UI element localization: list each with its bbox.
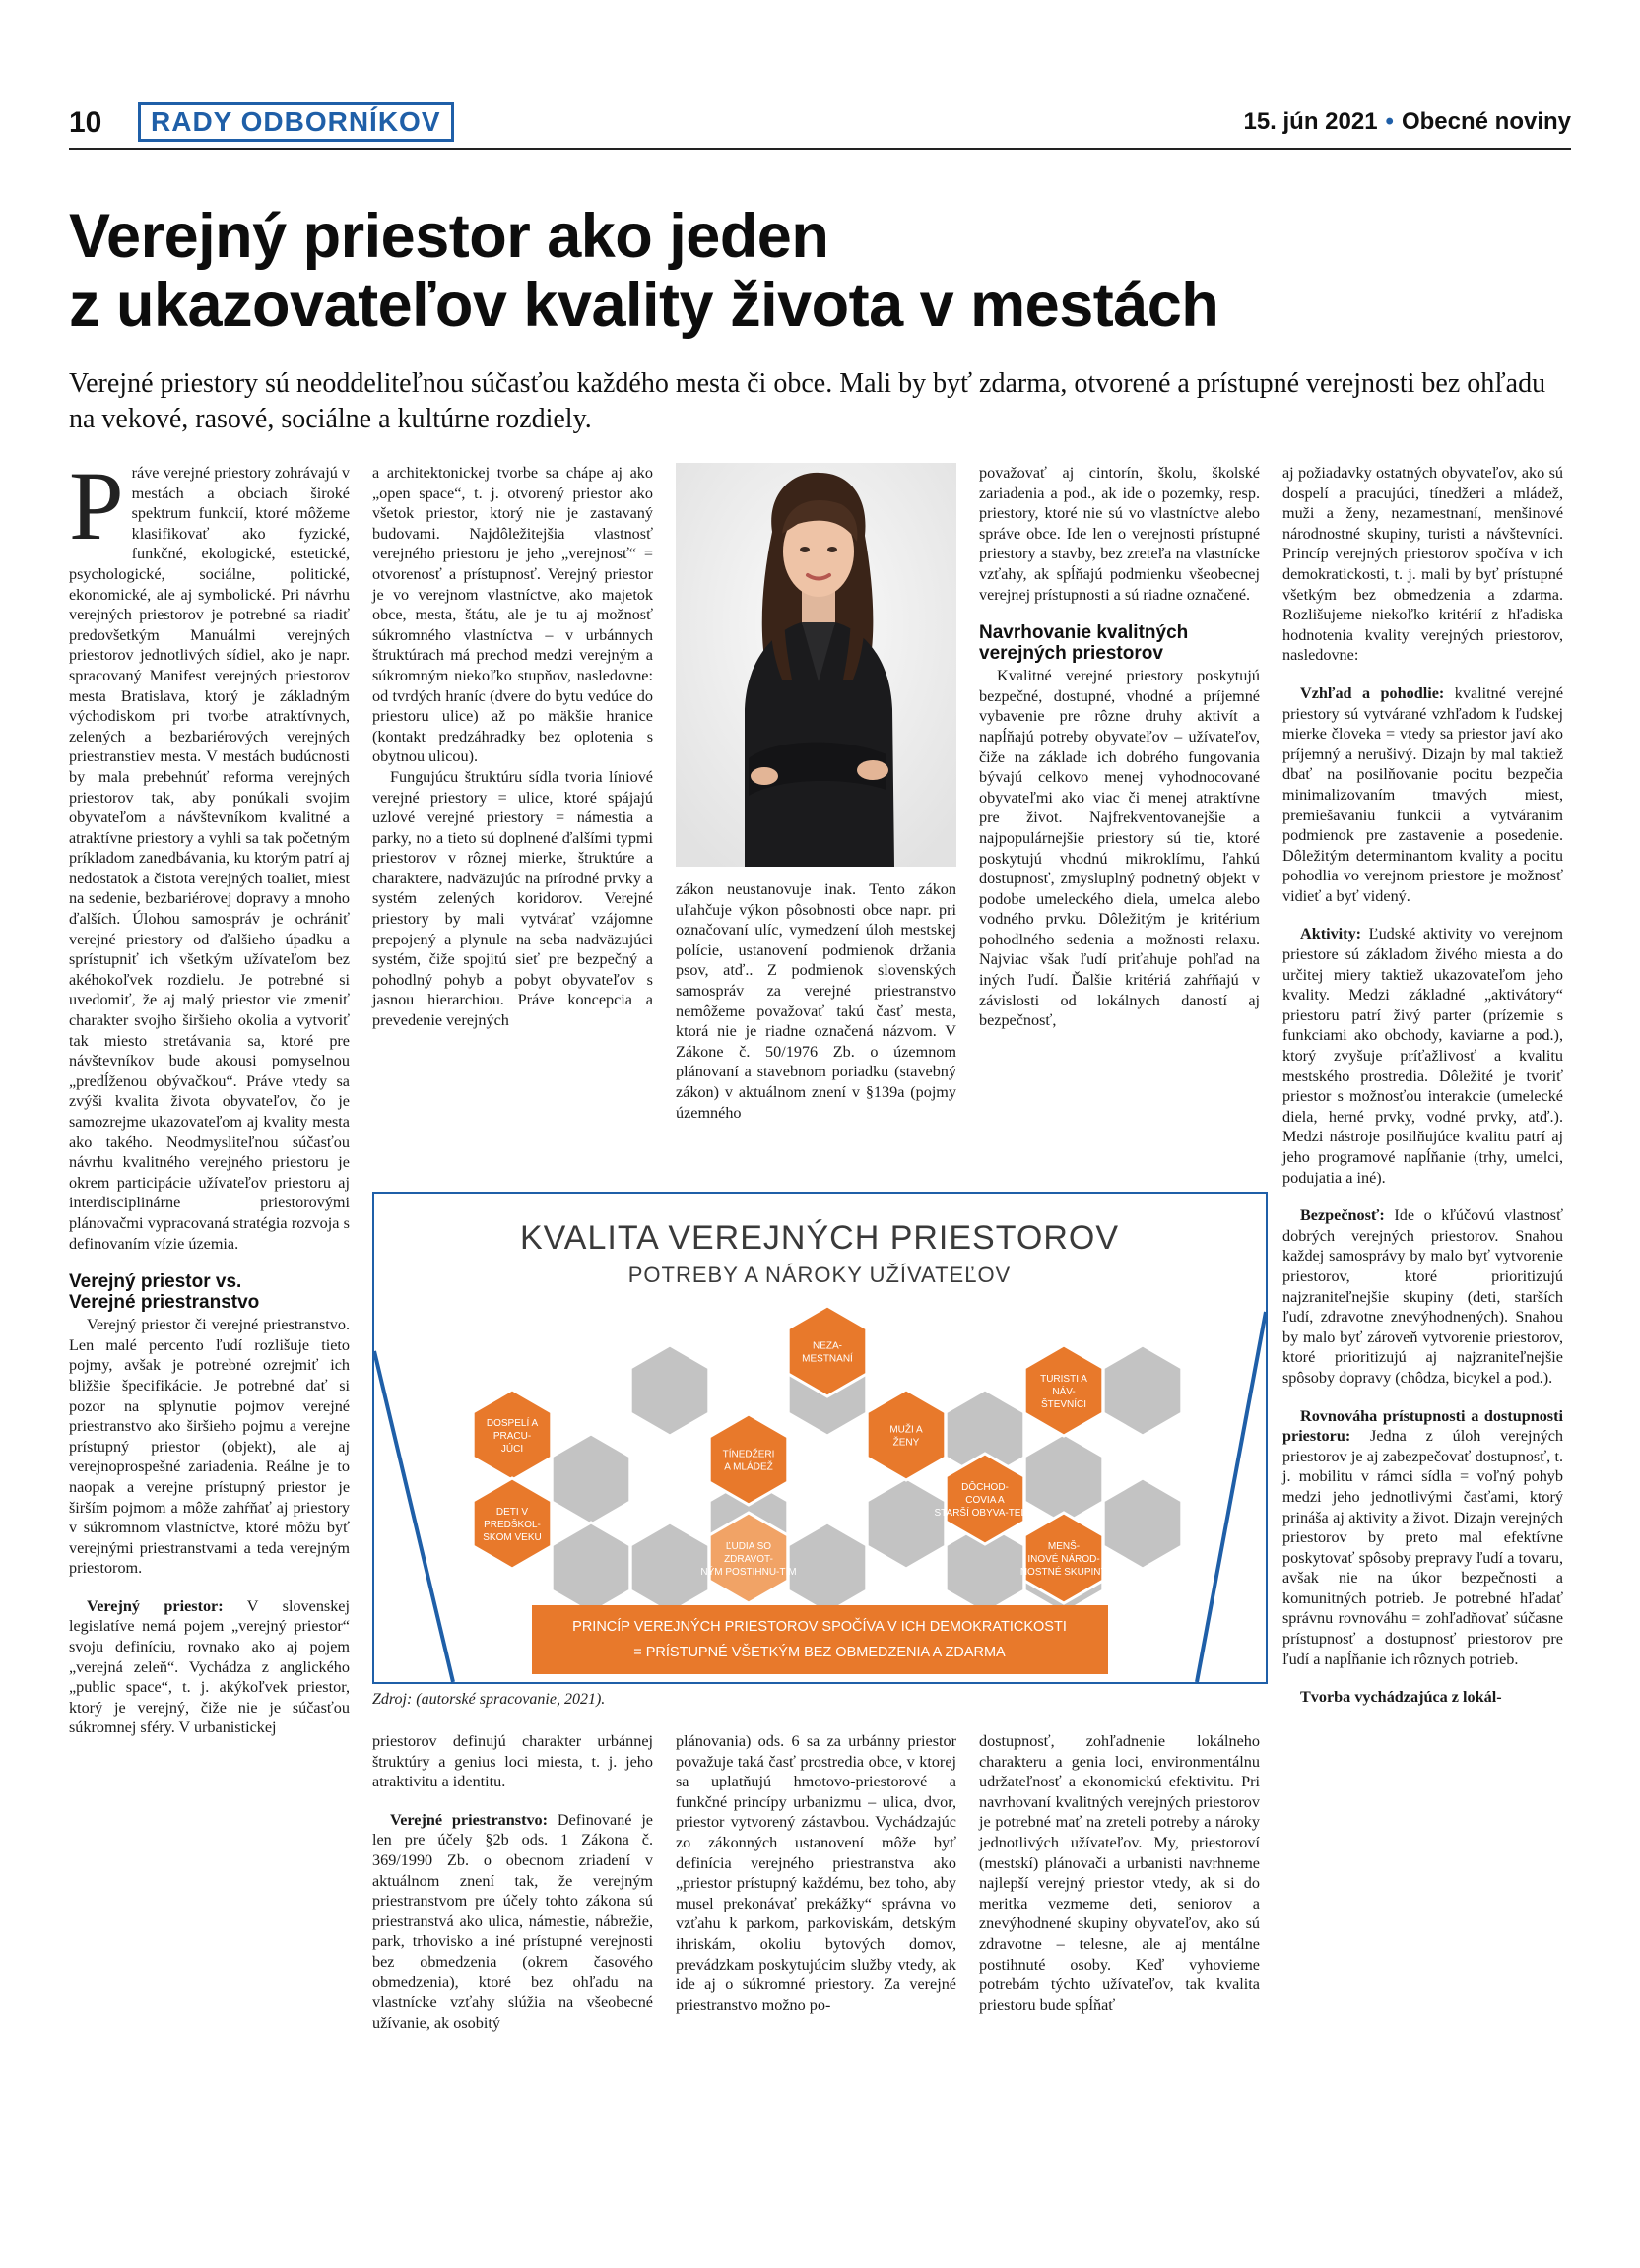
hexagon-label: ŽENY: [892, 1437, 920, 1449]
hexagon-label: NÝM POSTIHNU-TÍM: [700, 1567, 797, 1578]
paragraph: priestorov definujú charakter urbánnej štruktúry a genius loci miesta, t. j. jeho atraktivitu a identitu.: [372, 1732, 653, 1791]
page-number: 10: [69, 106, 102, 139]
accent-line-right: [1197, 1312, 1266, 1682]
header-rule: [69, 148, 1571, 150]
photo-hexagon: [630, 1523, 709, 1613]
article-column-2: [372, 463, 653, 1031]
paragraph-text: ráve verejné priestory zohrávajú v mestách a obciach široké spektrum funkcií, ktoré môžeme klasifikovať ako fyzické, funkčné, ekologické, estetické, psychologické, sociálne, politické, ekonomické, ale aj symbolické. Pri návrhu verejných priestorov je potrebné sa riadiť predovšetkým Manuálmi verejných priestorov jednotlivých sídiel, ako je napr. spracovaný Manifest verejných priestorov mesta Bratislava, ktorý je základným východiskom pri tvorbe atraktívnych, zelených a bezbariérových verejných priestranstiev mesta. V mestách budúcnosti by mala prebehnúť reforma verejných priestorov tak, aby ponúkali svojim obyvateľom a návštevníkom kvalitné a atraktívne priestory a vyhli sa tak početným príkladom zanedbávania, ku ktorým patrí aj nedostatok a čistota verejných toaliet, miest na sedenie, bezbariérovej dopravy a mnoho ďalších. Úlohou samospráv je ochrániť verejné priestory od ďalšieho úpadku a sprístupniť ich všetkým užívateľom bez akéhokoľvek rozdielu. Je potrebné si uvedomiť, že aj malý priestor vie zmeniť charakter svojho širšieho okolia a vytvoriť tak miesto stretávania sa, ktoré pre návštevníkov bude akousi pomyselnou „predĺženou obývačkou“. Práve vtedy sa zvýši kvalita života obyvateľov, čo je samozrejme ukazovateľom aj kvality mesta ako takého. Neodmysliteľnou súčasťou návrhu kvalitného verejného priestoru je okrem participácie užívateľov priestoru aj interdisciplinárne priestorovými plánovačmi vypracovaná stratégia rozvoja s definovaním vízie územia.: [69, 464, 350, 1253]
paragraph: [1282, 1687, 1563, 1708]
hexagon-label: MESTNANÍ: [802, 1353, 853, 1365]
photo-hexagon: [630, 1345, 709, 1436]
article-column-4-continued: [979, 1731, 1260, 2015]
paragraph-text: Jedna z úloh verejných priestorov je aj zabezpečovať dostupnosť, t. j. mobilitu v rámci sídla = voľný pohyb medzi jeho jednotlivými časťami, ktorý prináša aj aktivity a život. Dizajn verejných priestorov by preto mal efektívne poskytovať spôsoby prepravy ľudí a tovaru, avšak nie na úkor bezpečnosti a komunitných potrieb. Je potrebné hľadať správnu rovnováhu = zohľadňovať súčasne prístupnosť a dostupnosť priestorov pre ľudí a napĺňanie ich rôznych potrieb.: [1282, 1427, 1563, 1668]
photo-hexagon: [788, 1523, 867, 1613]
hexagon-grid: [473, 1306, 1182, 1613]
term-label: Tvorba vychádzajúca z lokál-: [1300, 1688, 1502, 1707]
term-label: Rovnováha prístupnosti a dostupnosti priestoru:: [1282, 1406, 1563, 1446]
hexagon-label: ŠTEVNÍCI: [1040, 1399, 1087, 1410]
hexagon-label: INOVÉ NÁROD-: [1027, 1554, 1100, 1565]
paragraph: [1282, 1406, 1563, 1670]
lead-paragraph: Verejné priestory sú neoddeliteľnou súčasťou každého mesta či obce. Mali by byť zdarma, otvorené a prístupné verejnosti bez ohľadu na vekové, rasové, sociálne a kultúrne rozdiely.: [69, 368, 1546, 434]
principle-banner: [532, 1605, 1108, 1674]
hex-preschool-children: [473, 1478, 552, 1569]
hexagon-label: MUŽI A: [889, 1424, 923, 1436]
hexagon-label: DÔCHOD-: [961, 1482, 1009, 1493]
header-separator: •: [1385, 108, 1394, 135]
infographic-graphic: [374, 1194, 1266, 1682]
paragraph: aj požiadavky ostatných obyvateľov, ako sú dospelí a pracujúci, tínedžeri a mládež, muži a ženy, nezamestnaní, menšinové národnostné skupiny, turisti a návštevníci. Princíp verejných priestorov spočíva v ich demokratickosti, t. j. mali by byť prístupné všetkým bez obmedzenia a zdarma. Rozlišujeme niekoľko kritérií z hľadiska hodnotenia kvality verejných priestorov, nasledovne:: [1282, 464, 1563, 665]
publication-name: Obecné noviny: [1401, 108, 1571, 135]
hex-tourists: [1024, 1345, 1103, 1436]
infographic-title: KVALITA VEREJNÝCH PRIESTOROV: [519, 1219, 1120, 1257]
paragraph-text: kvalitné verejné priestory sú vytvárané vzhľadom k ľudskej mierke človeka = vtedy sa priestor javí ako príjemný a nerušivý. Dizajn by mal taktiež dbať na posilňovanie pocitu bezpečia minimalizovaním tmavých miest, premiešavaniu funkcií a vytváraním podmienok pre zastavenie a posedenie. Dôležitým determinantom kvality a pocitu pohodlia vo verejnom priestore je možnosť vidieť a byť videný.: [1282, 683, 1563, 905]
hexagon-label: NOSTNÉ SKUPINY: [1019, 1567, 1108, 1578]
hexagon-label: PREDŠKOL-: [484, 1520, 541, 1530]
drop-cap: P: [69, 451, 124, 560]
term-label: Bezpečnosť:: [1300, 1206, 1385, 1225]
banner-line-2: = PRÍSTUPNÉ VŠETKÝM BEZ OBMEDZENIA A ZDARMA: [633, 1645, 1006, 1660]
section-label: RADY ODBORNÍKOV: [138, 102, 454, 142]
issue-date: 15. jún 2021: [1243, 108, 1378, 135]
paragraph: považovať aj cintorín, školu, školské zariadenia a pod., ak ide o pozemky, resp. priestory, ktoré nie sú vo vlastníctve alebo správe obce. Ide len o verejnosti prístupné priestory a stavby, bez zreteľa na vlastnícke vzťahy, ak spĺňajú podmienku všeobecnej verejnej prístupnosti a sú riadne označené.: [979, 464, 1260, 604]
subheading-line-1: Navrhovanie kvalitných: [979, 622, 1189, 644]
article-column-3: [676, 879, 956, 1123]
paragraph: Fungujúcu štruktúru sídla tvoria líniové verejné priestory = ulice, ktoré spájajú uzlové verejné priestory = námestia a parky, no a tieto sú doplnené ďalšími typmi priestorov v rôznej mierke, štruktúre a charaktere, nadväzujúc na prírodné prvky a systém zelených koridorov. Verejné priestory by mali vytvárať vzájomne prepojený a plynule na seba nadväzujúci systém, čiže spojitú sieť pre bezpečný a pohodlný pohyb a pobyt obyvateľov s jasnou hierarchiou. Práve koncepcia a prevedenie verejných: [372, 767, 653, 1030]
hexagon-label: NEZA-: [813, 1340, 842, 1352]
author-photo: [676, 463, 956, 867]
figure-caption: Zdroj: (autorské spracovanie, 2021).: [372, 1691, 606, 1708]
term-label: Verejný priestor:: [87, 1596, 224, 1615]
hexagon-label: DETI V: [495, 1507, 529, 1518]
paragraph: [1282, 924, 1563, 1188]
paragraph-text: Definované je len pre účely §2b ods. 1 Zákona č. 369/1990 Zb. o obecnom zriadení v aktuálnom znení tak, že verejným priestranstvom pre účely tohto zákona sú priestranstvá ako ulica, námestie, nábrežie, park, trhovisko a iné prístupné verejnosti bez obmedzenia (okrem časového obmedzenia), ktoré bez ohľadu na vlastnícke vzťahy slúžia na všeobecné užívanie, ak osobitý: [372, 1810, 653, 2032]
term-label: Verejné priestranstvo:: [390, 1810, 549, 1829]
subheading: [69, 1271, 350, 1313]
paragraph: [372, 1810, 653, 2034]
paragraph: zákon neustanovuje inak. Tento zákon uľahčuje výkon pôsobnosti obce napr. pri označovaní ulíc, vymedzení úloh mestskej polície, ustanovení podmienok držania psov, atď.. Z podmienok slovenských samospráv za verejné priestranstvo nemôžeme považovať takú časť mesta, ktorá nie je riadne označená názvom. V Zákone č. 50/1976 Zb. o územnom plánovaní a stavebnom poriadku (stavebný zákon) v aktuálnom znení v §139a (pojmy územného: [676, 880, 956, 1122]
photo-hexagon: [552, 1523, 630, 1613]
hexagon-label: TURISTI A: [1040, 1374, 1087, 1385]
hexagon-label: ZDRAVOT-: [724, 1554, 773, 1565]
hexagon-label: SKOM VEKU: [483, 1532, 542, 1543]
hexagon-label: DOSPELÍ A: [486, 1418, 539, 1429]
headline: [69, 202, 1566, 340]
paragraph: Kvalitné verejné priestory poskytujú bezpečné, dostupné, vhodné a príjemné vybavenie pre rôzne druhy aktivít a napĺňajú potreby obyvateľov – užívateľov, čiže na základe ich dobrého fungovania bývajú celkovo menej vyhodnocované obyvateľmi ako viac či menej atraktívne pre život. Najfrekventovanejšie a najpopulárnejšie priestory sú tie, ktoré poskytujú vhodnú mikroklímu, ľahkú dostupnosť, zmysluplný podnetný objekt v podobe umeleckého diela, umelca alebo vodného prvku. Dôležitým je kritérium pohodlného sedenia a možnosti relaxu. Najviac však ľudí priťahuje pohľad na iných ľudí. Ďalšie kritériá zahŕňajú v závislosti od lokálnych daností aj bezpečnosť,: [979, 667, 1260, 1030]
headline-line-2: z ukazovateľov kvality života v mestách: [69, 271, 1219, 340]
hex-seniors: [935, 1454, 1036, 1544]
infographic-subtitle: POTREBY A NÁROKY UŽÍVATEĽOV: [627, 1263, 1012, 1287]
article-column-1: [69, 451, 350, 1738]
infographic: [372, 1192, 1268, 1684]
photo-hexagon: [1103, 1345, 1182, 1436]
article-column-2-continued: [372, 1731, 653, 2033]
paragraph: Verejný priestor či verejné priestranstvo. Len malé percento ľudí rozlišuje tieto pojmy, avšak je potrebné ozrejmiť ich bližšie špecifikácie. Je potrebné dať si pozor na splynutie pojmov verejné priestranstvo ako širšieho pojmu a verejne prístupný priestor (objekt), ale aj verejnoprospešné zariadenia. Reálne je to naopak a verejne prístupný priestor je širším pojmom a môže zahŕňať aj priestory v súkromnom vlastníctve, ktoré môžu byť verejnými priestranstvami a teda verejným priestorom.: [69, 1316, 350, 1578]
article-column-3-continued: [676, 1731, 956, 2015]
paragraph: [69, 451, 350, 1254]
term-label: Vzhľad a pohodlie:: [1300, 683, 1445, 702]
paragraph: plánovania) ods. 6 sa za urbánny priestor považuje taká časť prostredia obce, v ktorej sa uplatňujú hmotovo-priestorové a funkčné princípy urbanizmu – ulica, dvor, priestor vytvorený zástavbou. Vychádzajúc zo zákonných ustanovení môže byť definícia verejného priestranstva ako „priestor prístupný každému, bez toho, aby musel prekonávať prekážky“ správna vo vzťahu k parkom, parkoviskám, detským ihriskám, okoliu bytových domov, prevádzkam poskytujúcim služby vtedy, ak ide aj o súkromné priestory. Za verejné priestranstvo možno po-: [676, 1732, 956, 2014]
hex-adults: [473, 1390, 552, 1480]
photo-hexagon: [867, 1478, 946, 1569]
subheading-line-2: verejných priestorov: [979, 643, 1163, 665]
paragraph: [69, 1596, 350, 1738]
subheading: [979, 622, 1260, 664]
photo-hexagon: [552, 1434, 630, 1524]
subheading-line-2: Verejné priestranstvo: [69, 1292, 260, 1314]
paragraph-text: Ľudské aktivity vo verejnom priestore sú základom živého miesta a do určitej miery taktiež ukazovateľom jeho kvality. Medzi základné „aktivátory“ priestoru patrí živý parter (prízemie s funkciami ako obchody, kaviarne a pod.), ktorý zvyšuje príťažlivosť a kvalitu mestského prostredia. Dôležité je tvoriť priestor s možnosťou interakcie (umelecké diela, herné prvky, vodné prvky, atď.). Medzi nástroje posilňujúce kvalitu patrí aj jeho programové napĺňanie (trhy, umelci, podujatia a iné).: [1282, 925, 1563, 1187]
portrait-illustration: [676, 463, 956, 867]
hexagon-label: A MLÁDEŽ: [724, 1461, 773, 1473]
banner-line-1: PRINCÍP VEREJNÝCH PRIESTOROV SPOČÍVA V ICH DEMOKRATICKOSTI: [572, 1619, 1067, 1635]
hex-men-women: [867, 1390, 946, 1480]
hexagon-label: TÍNEDŽERI: [722, 1449, 775, 1460]
hexagon-label: ĽUDIA SO: [725, 1541, 772, 1552]
paragraph: [1282, 1205, 1563, 1388]
paragraph: a architektonickej tvorbe sa chápe aj ako „open space“, t. j. otvorený priestor ako všetok priestor, ktorý nie je zastavaný budovami. Najdôležitejšia vlastnosť verejného priestoru je jeho „verejnosť“ = otvorenosť a prístupnosť. Verejný priestor je vo verejnom vlastníctve, ako majetok obce, mesta, štátu, ale je tu aj možnosť súkromného vlastníctva – v urbánnych štruktúrach má prechod medzi verejným a súkromným niekoľko stupňov, nasledovne: od tvrdých hraníc (dvere do bytu vedúce do priestoru ulice) až po mäkšie hranice (kontakt predzáhradky bez oplotenia s obytnou ulicou).: [372, 464, 653, 766]
hexagon-label: PRACU-: [492, 1431, 532, 1442]
hex-teenagers: [709, 1414, 788, 1505]
paragraph: [1282, 683, 1563, 907]
photo-hexagon: [1103, 1478, 1182, 1569]
subheading-line-1: Verejný priestor vs.: [69, 1271, 242, 1293]
accent-line-left: [374, 1351, 453, 1682]
paragraph-text: Ide o kľúčovú vlastnosť dobrých verejných priestorov. Snahou každej samosprávy by malo byť vytvorenie priestorov, ktoré prioritizujú najzraniteľnejšie skupiny (deti, starších ľudí, zdravotne znevýhodnených). Snahou by malo byť zároveň vytvorenie priestorov, ktoré prioritizujú aj najzraniteľnejšie spôsoby dopravy (chôdza, bicykel a pod.).: [1282, 1206, 1563, 1387]
hexagon-label: NÁV-: [1052, 1387, 1076, 1397]
hexagon-label: MENŠ-: [1047, 1541, 1081, 1552]
paragraph-text: V slovenskej legislatíve nemá pojem „verejný priestor“ svoju definíciu, rovnako ako aj pojem „verejná zeleň“. Vychádza z anglického „public space“, t. j. akýkoľvek priestor, ktorý je verejný, čiže nie je súčasťou súkromnej sféry. V urbanistickej: [69, 1596, 350, 1737]
headline-line-1: Verejný priestor ako jeden: [69, 202, 829, 271]
term-label: Aktivity:: [1300, 925, 1362, 943]
article-column-4: [979, 463, 1260, 1031]
article-column-5: [1282, 463, 1563, 1708]
header-meta: [1243, 108, 1571, 136]
paragraph: dostupnosť, zohľadnenie lokálneho charakteru a genia loci, environmentálnu udržateľnosť a ekonomickú efektivitu. Pri navrhovaní kvalitných verejných priestorov je potrebné mať na zreteli potreby a nároky jednotlivých užívateľov. My, priestoroví (mestskí) plánovači a urbanisti navrhneme najlepší verejný priestor vtedy, ak si do meritka vezmeme deti, seniorov a znevýhodnené skupiny obyvateľov, ako sú zdravotne – telesne, ale aj mentálne postihnuté osoby. Keď vyhovieme potrebám týchto užívateľov, tak kvalita priestoru bude spĺňať: [979, 1732, 1260, 2014]
hexagon-label: STARŠÍ OBYVA-TELIA: [934, 1508, 1036, 1519]
hexagon-label: JÚCI: [500, 1444, 524, 1455]
photo-hexagon: [1024, 1434, 1103, 1524]
hexagon-label: COVIA A: [965, 1495, 1005, 1506]
